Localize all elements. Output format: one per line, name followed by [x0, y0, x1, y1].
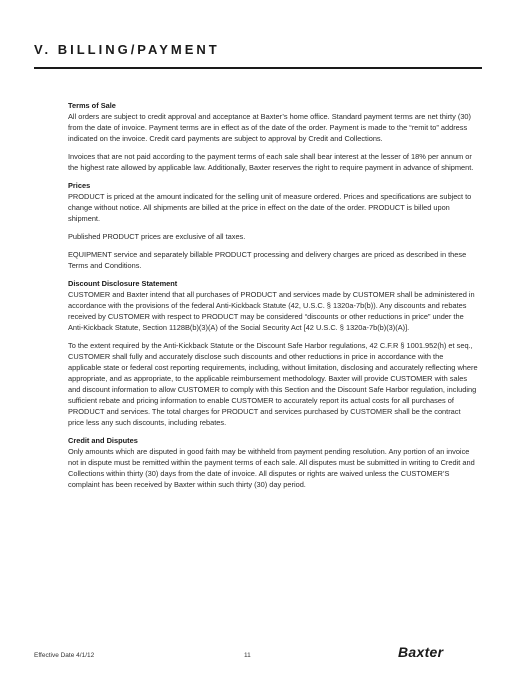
- section-prices: [68, 180, 478, 271]
- section-discount-disclosure: [68, 278, 478, 428]
- section-heading: Terms of Sale: [68, 101, 116, 110]
- baxter-logo: Baxter: [398, 644, 444, 660]
- section-terms-of-sale: [68, 100, 478, 173]
- header-divider: [34, 67, 482, 69]
- paragraph: CUSTOMER and Baxter intend that all purchases of PRODUCT and services made by CUSTOMER shall be administered in accordance with the provisions of the federal Anti-Kickback Statute (42, U.S.C. § 1320a-7b(b)). Any discounts and rebates received by CUSTOMER with respect to PRODUCT may be considered “discounts or other reductions in price” under the Anti-Kickback Statute, Section 1128B(b)(3)(A) of the Social Security Act [42 U.S.C. § 1320a-7b(b)(3)(A)].: [68, 290, 475, 332]
- paragraph: Invoices that are not paid according to the payment terms of each sale shall bear interest at the lesser of 18% per annum or the highest rate allowed by applicable law. Additionally, Baxter reserves the right to require payment in advance of shipment.: [68, 152, 474, 172]
- section-heading: Prices: [68, 181, 91, 190]
- paragraph: To the extent required by the Anti-Kickback Statute or the Discount Safe Harbor regulations, 42 C.F.R § 1001.952(h) et seq., CUSTOMER shall fully and accurately disclose such discounts and other reductions in price in accordance with the applicable state or federal cost reporting requirements, including, without limitation, disclosing and accurately reflecting where appropriate, and as appropriate, to the applicable reimbursement methodology. Baxter will provide CUSTOMER with sales and discount information to allow CUSTOMER to comply with this Section and the Discount Safe Harbor regulation, including sufficient rebate and pricing information to enable CUSTOMER to accurately report its actual costs for all purchases of PRODUCT and services. The total charges for PRODUCT and services purchased by CUSTOMER shall be the contract price less any such discounts, including rebates.: [68, 341, 478, 427]
- paragraph: PRODUCT is priced at the amount indicated for the selling unit of measure ordered. Prices and specifications are subject to change without notice. All shipments are billed at the price in effect on the date of the order. PRODUCT is billed upon shipment.: [68, 192, 472, 223]
- section-heading: Credit and Disputes: [68, 436, 138, 445]
- effective-date: Effective Date 4/1/12: [34, 652, 95, 659]
- section-heading: Discount Disclosure Statement: [68, 279, 178, 288]
- paragraph: All orders are subject to credit approval and acceptance at Baxter’s home office. Standard payment terms are net thirty (30) from the date of invoice. Payment terms are in effect as of the date of the order. Payment is made to the “remit to” address indicated on the invoice. Credit card payments are subject to approval by Credit and Collections.: [68, 112, 471, 143]
- section-credit-and-disputes: [68, 435, 478, 490]
- page-number: 11: [244, 652, 251, 659]
- paragraph: Published PRODUCT prices are exclusive of all taxes.: [68, 232, 246, 241]
- paragraph: Only amounts which are disputed in good faith may be withheld from payment pending resolution. Any portion of an invoice not in dispute must be remitted within the payment terms of each sale. All disputes must be submitted in writing to Credit and Collections within thirty (30) days from the date of invoice. All disputes or rights are waived unless the CUSTOMER’S complaint has been received by Baxter within such thirty (30) day period.: [68, 447, 475, 489]
- document-body: [68, 100, 478, 497]
- section-title: V. BILLING/PAYMENT: [34, 42, 220, 57]
- paragraph: EQUIPMENT service and separately billable PRODUCT processing and delivery charges are priced as described in these Terms and Conditions.: [68, 250, 467, 270]
